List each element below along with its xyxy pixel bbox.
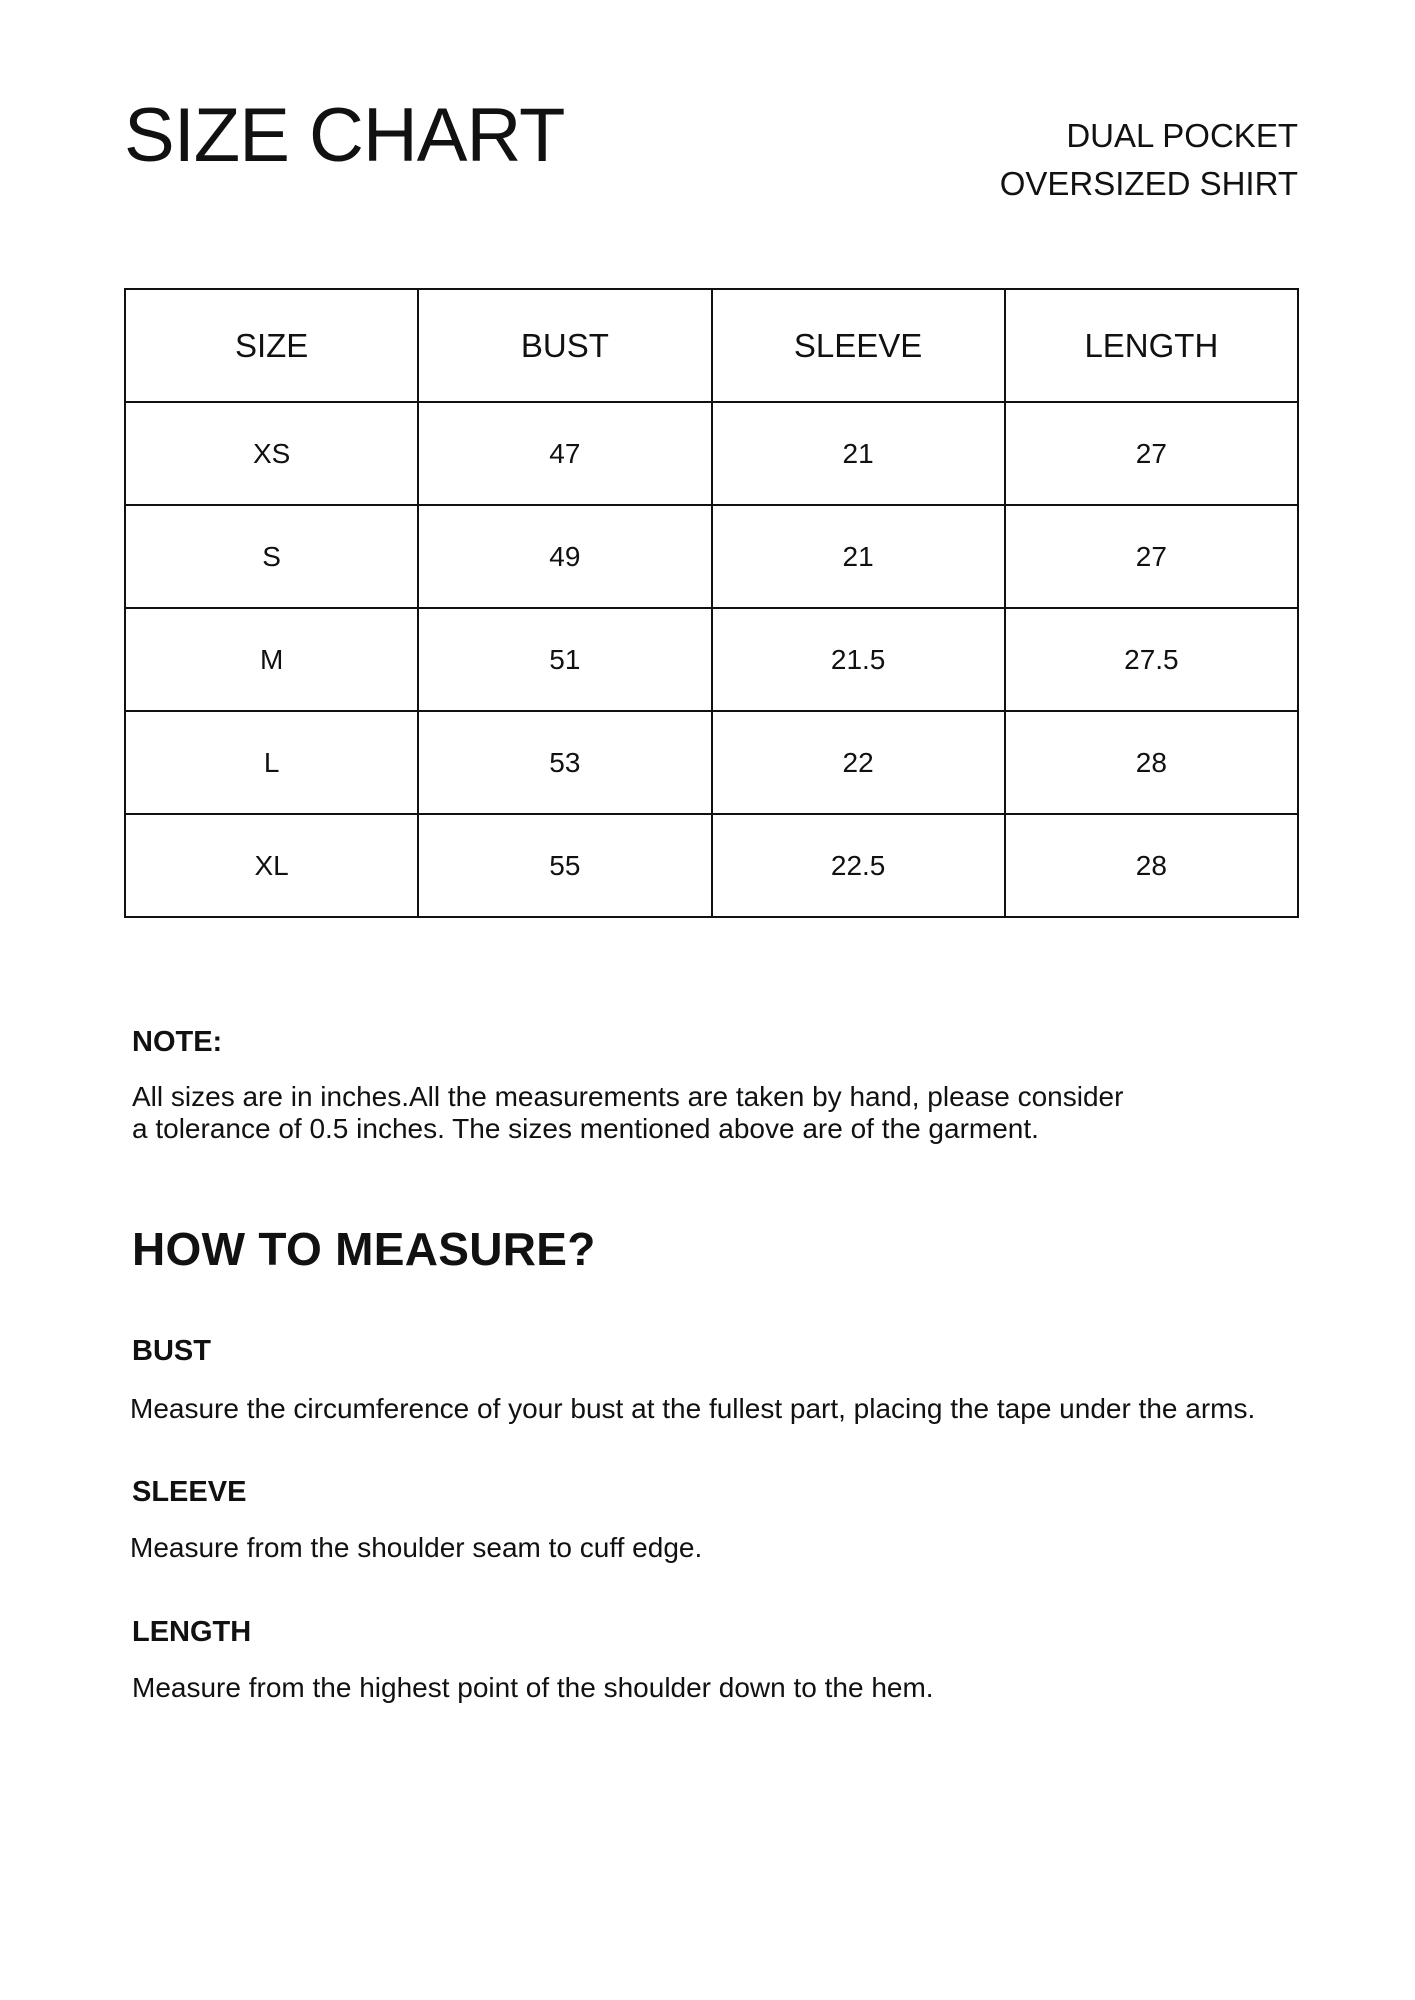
cell-size: M	[125, 608, 418, 711]
cell-length: 27	[1005, 402, 1298, 505]
cell-size: L	[125, 711, 418, 814]
table-header-row	[125, 289, 1298, 402]
note-line-2: a tolerance of 0.5 inches. The sizes mentioned above are of the garment.	[132, 1113, 1039, 1144]
cell-bust: 53	[418, 711, 711, 814]
cell-size: XL	[125, 814, 418, 917]
cell-length: 27.5	[1005, 608, 1298, 711]
bust-heading: BUST	[132, 1335, 211, 1367]
cell-sleeve: 22.5	[712, 814, 1005, 917]
note-text	[132, 1081, 1232, 1145]
cell-bust: 49	[418, 505, 711, 608]
table-row	[125, 608, 1298, 711]
product-name-line-1: DUAL POCKET	[1066, 117, 1298, 154]
column-header-sleeve: SLEEVE	[712, 289, 1005, 402]
page-title: SIZE CHART	[124, 93, 565, 178]
cell-length: 27	[1005, 505, 1298, 608]
cell-sleeve: 21	[712, 505, 1005, 608]
cell-bust: 51	[418, 608, 711, 711]
product-name	[1000, 112, 1298, 208]
cell-length: 28	[1005, 711, 1298, 814]
table-row	[125, 814, 1298, 917]
length-heading: LENGTH	[132, 1616, 252, 1648]
cell-size: XS	[125, 402, 418, 505]
size-table	[124, 288, 1299, 918]
bust-instruction: Measure the circumference of your bust at the fullest part, placing the tape under the arms.	[130, 1393, 1256, 1424]
how-to-measure-heading: HOW TO MEASURE?	[132, 1223, 596, 1275]
column-header-bust: BUST	[418, 289, 711, 402]
cell-sleeve: 21.5	[712, 608, 1005, 711]
column-header-size: SIZE	[125, 289, 418, 402]
cell-size: S	[125, 505, 418, 608]
column-header-length: LENGTH	[1005, 289, 1298, 402]
cell-bust: 55	[418, 814, 711, 917]
length-instruction: Measure from the highest point of the shoulder down to the hem.	[132, 1672, 934, 1703]
sleeve-instruction: Measure from the shoulder seam to cuff edge.	[130, 1532, 703, 1563]
note-heading: NOTE:	[132, 1026, 223, 1058]
cell-sleeve: 21	[712, 402, 1005, 505]
cell-bust: 47	[418, 402, 711, 505]
note-line-1: All sizes are in inches.All the measurements are taken by hand, please consider	[132, 1081, 1124, 1112]
product-name-line-2: OVERSIZED SHIRT	[999, 165, 1298, 202]
table-row	[125, 505, 1298, 608]
cell-length: 28	[1005, 814, 1298, 917]
sleeve-heading: SLEEVE	[132, 1476, 247, 1508]
table-row	[125, 711, 1298, 814]
cell-sleeve: 22	[712, 711, 1005, 814]
table-row	[125, 402, 1298, 505]
